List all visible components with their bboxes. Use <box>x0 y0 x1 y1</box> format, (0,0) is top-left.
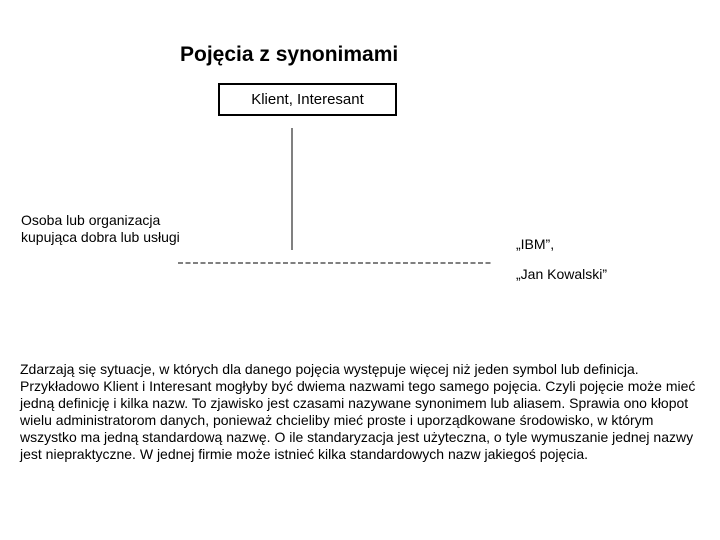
concept-definition: Osoba lub organizacja kupująca dobra lub usługi <box>21 212 180 245</box>
description-paragraph: Zdarzają się sytuacje, w których dla danego pojęcia występuje więcej niż jeden symbol lub definicja. Przykładowo Klient i Interesant mogłyby być dwiema nazwami tego samego pojęcia. Czyli pojęcie może mieć jedną definicję i kilka nazw. To zjawisko jest czasami nazywane synonimem lub aliasem. Sprawia ono kłopot wielu administratorom danych, ponieważ chcieliby mieć proste i uporządkowane środowisko, w którym wszystko ma jedną standardową nazwę. O ile standaryzacja jest użyteczna, o tyle wymuszanie jednej nazwy jest niepraktyczne. W jednej firmie może istnieć kilka standardowych nazw jakiegoś pojęcia. <box>20 361 696 462</box>
slide-title: Pojęcia z synonimami <box>180 43 399 66</box>
example-jan-kowalski: „Jan Kowalski” <box>516 266 608 282</box>
term-label: Klient, Interesant <box>251 91 364 108</box>
example-ibm: „IBM”, <box>516 236 555 252</box>
